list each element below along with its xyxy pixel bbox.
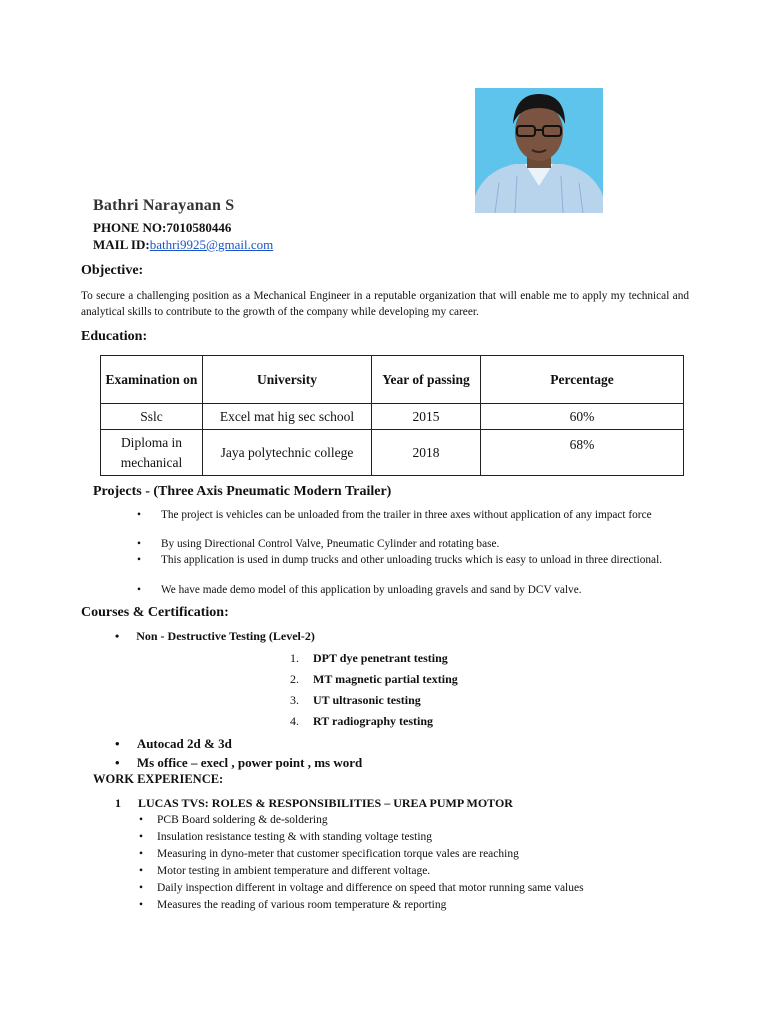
courses-heading: Courses & Certification: — [81, 605, 229, 620]
item-text: UT ultrasonic testing — [313, 693, 421, 707]
table-cell: Jaya polytechnic college — [203, 430, 372, 476]
list-item — [139, 831, 432, 843]
bullet-icon: • — [115, 755, 120, 770]
list-item-text: Measuring in dyno-meter that customer specification torque vales are reaching — [157, 848, 519, 860]
list-item-text: PCB Board soldering & de-soldering — [157, 814, 328, 826]
list-item — [137, 537, 697, 552]
course-main — [115, 629, 315, 644]
bullet-icon: • — [139, 848, 144, 860]
objective-text: To secure a challenging position as a Mechanical Engineer in a reputable organization that will enable me to apply my technical and analytical skills to contribute to the growth of the company while developing my career. — [81, 290, 689, 318]
item-text: MT magnetic partial texting — [313, 672, 458, 686]
column-header: Examination on — [101, 356, 203, 404]
person-photo-icon — [475, 88, 603, 213]
course-extra — [115, 755, 362, 771]
column-header: University — [203, 356, 372, 404]
table-cell: 2018 — [372, 430, 481, 476]
bullet-icon: • — [139, 865, 144, 877]
bullet-icon: • — [137, 584, 141, 596]
table-row — [101, 430, 684, 476]
work-heading: WORK EXPERIENCE: — [93, 772, 224, 786]
bullet-icon: • — [115, 736, 120, 751]
list-item-text: Measures the reading of various room temperature & reporting — [157, 899, 447, 911]
education-heading: Education: — [81, 329, 148, 344]
item-number: 3. — [290, 693, 299, 707]
list-item-text: Insulation resistance testing & with standing voltage testing — [157, 831, 433, 843]
item-number: 2. — [290, 672, 299, 686]
list-item — [137, 508, 697, 538]
objective-heading: Objective: — [81, 263, 144, 278]
work-number: 1 — [115, 796, 121, 810]
bullet-icon: • — [137, 509, 141, 521]
list-item-text: Daily inspection different in voltage and difference on speed that motor running same values — [157, 882, 584, 894]
table-cell: 2015 — [372, 404, 481, 430]
table-cell: Sslc — [101, 404, 203, 430]
phone-number: 7010580446 — [166, 220, 232, 235]
item-text: RT radiography testing — [313, 714, 434, 728]
bullet-icon: • — [137, 554, 141, 566]
mail-line — [93, 237, 273, 253]
bullet-icon: • — [115, 629, 120, 643]
phone-line — [93, 220, 231, 236]
table-cell: 60% — [481, 404, 684, 430]
bullet-icon: • — [139, 831, 144, 843]
column-header: Percentage — [481, 356, 684, 404]
column-header: Year of passing — [372, 356, 481, 404]
list-item — [139, 882, 584, 894]
table-header-row — [101, 356, 684, 404]
mail-link[interactable]: bathri9925@gmail.com — [149, 237, 274, 252]
projects-heading: Projects - (Three Axis Pneumatic Modern Trailer) — [93, 484, 392, 499]
mail-label: MAIL ID: — [93, 237, 150, 252]
education-table — [100, 355, 684, 476]
list-item — [139, 899, 446, 911]
sub-list-item — [290, 714, 433, 729]
work-title: LUCAS TVS: ROLES & RESPONSIBILITIES – UREA PUMP MOTOR — [138, 796, 513, 810]
list-item — [139, 814, 328, 826]
list-item-text: We have made demo model of this application by unloading gravels and sand by DCV valve. — [161, 584, 582, 596]
table-cell: Excel mat hig sec school — [203, 404, 372, 430]
sub-list-item — [290, 651, 448, 666]
table-cell: Diploma in mechanical — [101, 430, 203, 476]
list-item-text: This application is used in dump trucks and other unloading trucks which is easy to unload in three directional. — [161, 554, 663, 566]
table-cell: 68% — [481, 430, 684, 476]
list-item-text: Motor testing in ambient temperature and different voltage. — [157, 865, 431, 877]
candidate-name: Bathri Narayanan S — [93, 197, 235, 214]
phone-label: PHONE NO: — [93, 220, 167, 235]
work-title-line — [115, 796, 513, 811]
bullet-icon: • — [137, 538, 141, 550]
table-row — [101, 404, 684, 430]
course-main-text: Non - Destructive Testing (Level-2) — [136, 629, 315, 643]
sub-list-item — [290, 693, 421, 708]
list-item-text: The project is vehicles can be unloaded from the trailer in three axes without application of any impact force — [161, 509, 652, 521]
course-extra-text: Ms office – execl , power point , ms word — [136, 755, 363, 770]
course-extra — [115, 736, 232, 752]
bullet-icon: • — [139, 899, 144, 911]
course-extra-text: Autocad 2d & 3d — [136, 736, 232, 751]
profile-photo — [475, 88, 603, 213]
item-number: 1. — [290, 651, 299, 665]
list-item — [137, 583, 697, 598]
list-item — [139, 848, 519, 860]
sub-list-item — [290, 672, 458, 687]
bullet-icon: • — [139, 882, 144, 894]
list-item — [139, 865, 430, 877]
list-item-text: By using Directional Control Valve, Pneumatic Cylinder and rotating base. — [161, 538, 500, 550]
bullet-icon: • — [139, 814, 144, 826]
list-item — [137, 553, 697, 583]
item-text: DPT dye penetrant testing — [313, 651, 448, 665]
item-number: 4. — [290, 714, 299, 728]
